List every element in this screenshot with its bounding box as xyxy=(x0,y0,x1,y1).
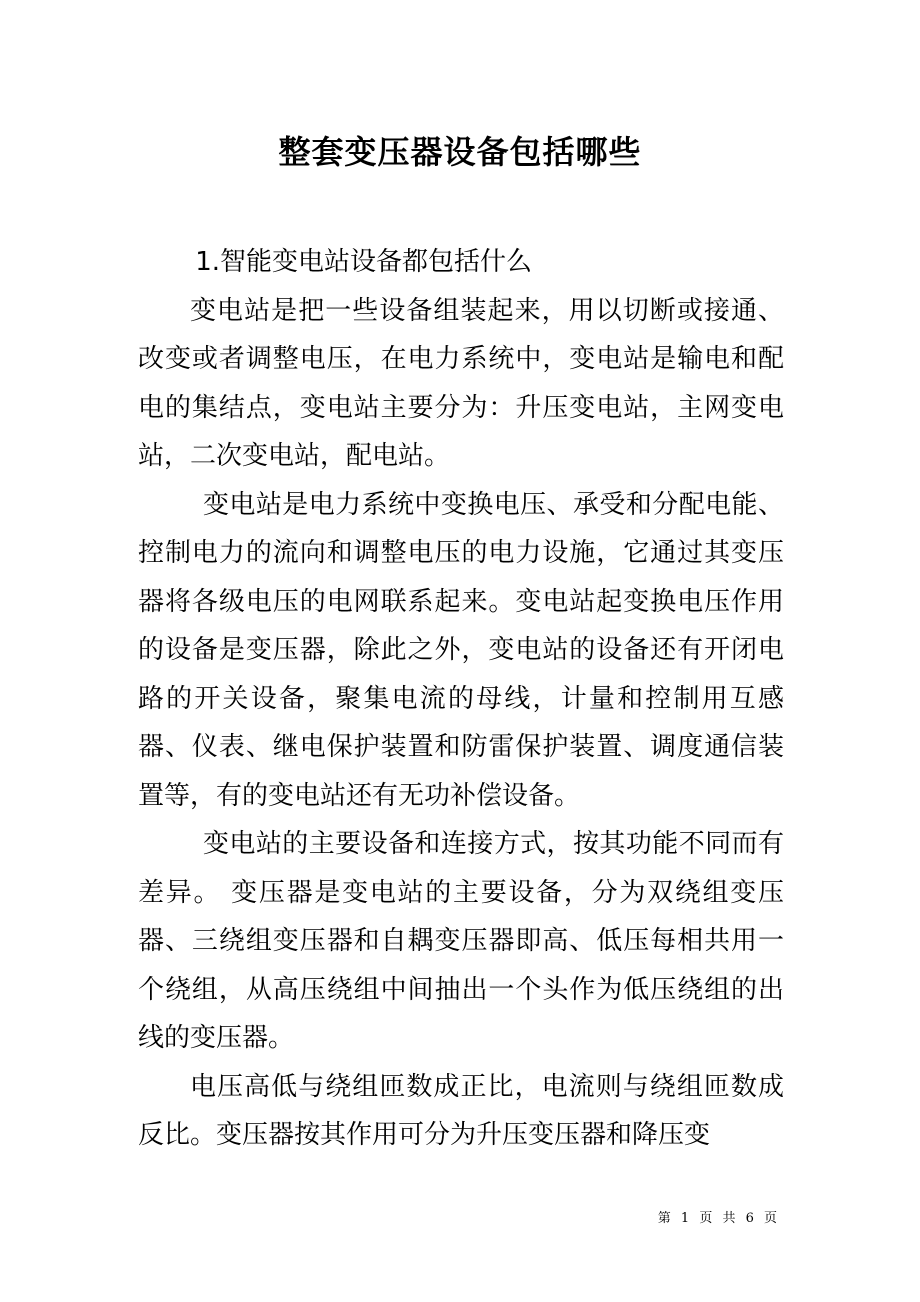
section-heading: 1.智能变电站设备都包括什么 xyxy=(195,247,532,277)
paragraph: 变电站的主要设备和连接方式，按其功能不同而有差异。 变压器是变电站的主要设备，分为双绕组变压器、三绕组变压器和自耦变压器即高、低压每相共用一个绕组，从高压绕组中间抽出一个头作为低压绕组的出线的变压器。 xyxy=(138,829,784,1053)
document-title: 整套变压器设备包括哪些 xyxy=(278,133,642,171)
paragraph: 变电站是电力系统中变换电压、承受和分配电能、控制电力的流向和调整电压的电力设施，它通过其变压器将各级电压的电网联系起来。变电站起变换电压作用的设备是变压器，除此之外，变电站的设备还有开闭电路的开关设备，聚集电流的母线，计量和控制用互感器、仪表、继电保护装置和防雷保护装置、调度通信装置等，有的变电站还有无功补偿设备。 xyxy=(138,489,784,811)
paragraph: 变电站是把一些设备组装起来，用以切断或接通、改变或者调整电压，在电力系统中，变电站是输电和配电的集结点，变电站主要分为：升压变电站，主网变电站，二次变电站，配电站。 xyxy=(138,295,784,471)
document-body xyxy=(138,238,784,1160)
page-number-footer: 第 1 页 共 6 页 xyxy=(657,1211,780,1226)
paragraph: 电压高低与绕组匝数成正比，电流则与绕组匝数成反比。变压器按其作用可分为升压变压器和降压变 xyxy=(138,1071,784,1150)
